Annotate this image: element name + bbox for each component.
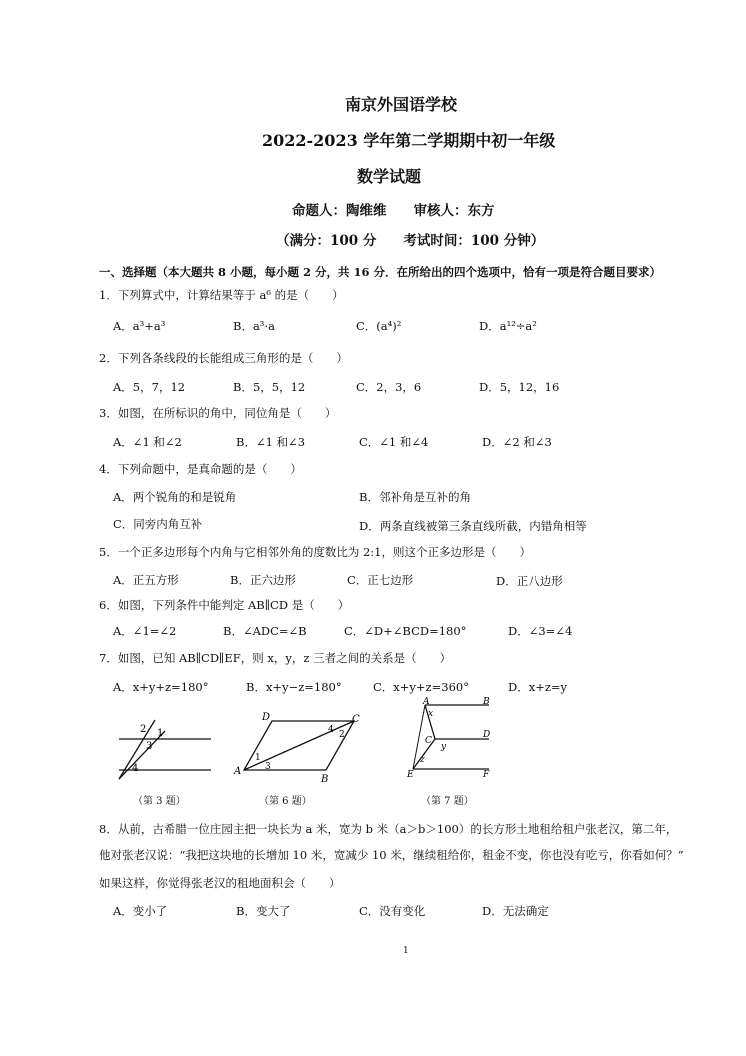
fig6-label-b: B bbox=[321, 774, 329, 784]
q4-option-d: D．两条直线被第三条直线所截，内错角相等 bbox=[359, 519, 587, 533]
q7-option-a: A．x+y+z=180° bbox=[113, 680, 209, 694]
term-title: 2022-2023 学年第二学期期中初一年级 bbox=[262, 131, 556, 150]
fig6-label-2: 2 bbox=[339, 730, 345, 740]
q7-option-b: B．x+y−z=180° bbox=[246, 680, 342, 694]
fig7-label-b: B bbox=[483, 697, 490, 707]
figure-6 bbox=[230, 708, 370, 784]
figure-6-caption: （第 6 题） bbox=[259, 796, 312, 807]
figure-7-caption: （第 7 题） bbox=[421, 796, 474, 807]
q5-option-a: A．正五方形 bbox=[113, 573, 179, 587]
fig6-label-a: A bbox=[234, 766, 242, 777]
q2-option-c: C．2，3，6 bbox=[356, 380, 422, 394]
q4-option-c: C．同旁内角互补 bbox=[113, 517, 203, 531]
exam-info: （满分：100 分 考试时间：100 分钟） bbox=[276, 233, 545, 249]
page-number: 1 bbox=[403, 946, 409, 956]
question-3-stem: 3．如图，在所标识的角中，同位角是（ ） bbox=[99, 406, 337, 420]
fig6-label-4: 4 bbox=[328, 725, 334, 735]
q3-option-a: A．∠1 和∠2 bbox=[113, 435, 182, 449]
q5-option-b: B．正六边形 bbox=[230, 573, 296, 587]
fig7-label-z: z bbox=[420, 755, 425, 765]
fig3-label-2: 2 bbox=[140, 724, 147, 735]
figure-7 bbox=[403, 697, 503, 781]
fig3-label-3: 3 bbox=[146, 741, 153, 752]
question-6-stem: 6．如图，下列条件中能判定 AB∥CD 是（ ） bbox=[99, 598, 350, 612]
question-8-stem: 8．从前，古希腊一位庄园主把一块长为 a 米，宽为 b 米（a＞b＞100）的长方形土地租给租户张老汉，第二年， bbox=[99, 822, 678, 836]
question-5-stem: 5．一个正多边形每个内角与它相邻外角的度数比为 2:1，则这个正多边形是（ ） bbox=[99, 545, 531, 559]
fig3-label-4: 4 bbox=[132, 763, 139, 774]
q6-option-b: B．∠ADC=∠B bbox=[223, 624, 307, 638]
question-7-stem: 7．如图，已知 AB∥CD∥EF，则 x，y，z 三者之间的关系是（ ） bbox=[99, 651, 452, 665]
section-heading: 一、选择题（本大题共 8 小题，每小题 2 分，共 16 分．在所给出的四个选项中，恰有一项是符合题目要求） bbox=[99, 265, 662, 279]
q7-option-c: C．x+y+z=360° bbox=[373, 680, 469, 694]
question-8-stem-line3: 如果这样，你觉得张老汉的租地面积会（ ） bbox=[99, 876, 341, 890]
fig3-label-1: 1 bbox=[157, 728, 164, 739]
q8-option-d: D．无法确定 bbox=[482, 904, 549, 918]
fig7-label-d: D bbox=[483, 730, 491, 740]
question-8-stem-line2: 他对张老汉说：“我把这块地的长增加 10 米，宽减少 10 米，继续租给你，租金不变，你也没有吃亏，你看如何？” bbox=[99, 848, 684, 862]
fig6-label-c: C bbox=[352, 714, 360, 725]
fig7-label-e: E bbox=[407, 770, 414, 780]
q6-option-d: D．∠3=∠4 bbox=[508, 624, 573, 638]
q6-option-c: C．∠D+∠BCD=180° bbox=[344, 624, 467, 638]
q3-option-b: B．∠1 和∠3 bbox=[236, 435, 306, 449]
q4-option-b: B．邻补角是互补的角 bbox=[359, 490, 471, 504]
figure-3 bbox=[113, 715, 213, 783]
q8-option-a: A．变小了 bbox=[113, 904, 168, 918]
q2-option-a: A．5，7，12 bbox=[113, 380, 186, 394]
figure-3-caption: （第 3 题） bbox=[133, 796, 186, 807]
fig7-label-c: C bbox=[425, 736, 432, 746]
fig6-label-3: 3 bbox=[265, 762, 271, 772]
q7-option-d: D．x+z=y bbox=[508, 680, 568, 694]
q1-option-b: B．a³·a bbox=[233, 319, 275, 333]
q1-option-d: D．a¹²÷a² bbox=[479, 319, 537, 333]
q5-option-d: D．正八边形 bbox=[496, 574, 563, 588]
question-4-stem: 4．下列命题中，是真命题的是（ ） bbox=[99, 462, 302, 476]
q2-option-d: D．5，12，16 bbox=[479, 380, 560, 394]
q6-option-a: A．∠1=∠2 bbox=[113, 624, 177, 638]
q3-option-d: D．∠2 和∠3 bbox=[482, 435, 552, 449]
fig7-label-f: F bbox=[483, 770, 490, 780]
subject-title: 数学试题 bbox=[357, 167, 422, 186]
fig6-label-d: D bbox=[262, 712, 271, 723]
q5-option-c: C．正七边形 bbox=[347, 573, 414, 587]
q8-option-b: B．变大了 bbox=[236, 904, 291, 918]
q1-option-c: C．(a⁴)² bbox=[356, 319, 402, 333]
q3-option-c: C．∠1 和∠4 bbox=[359, 435, 429, 449]
fig7-label-y: y bbox=[441, 742, 447, 752]
q1-option-a: A．a³+a³ bbox=[113, 319, 166, 333]
q8-option-c: C．没有变化 bbox=[359, 904, 426, 918]
fig7-label-x: x bbox=[428, 709, 434, 719]
authors-line: 命题人：陶维维 审核人：东方 bbox=[292, 203, 495, 219]
question-2-stem: 2．下列各条线段的长能组成三角形的是（ ） bbox=[99, 351, 348, 365]
fig7-label-a: A bbox=[423, 697, 430, 707]
fig6-label-1: 1 bbox=[255, 753, 261, 763]
q4-option-a: A．两个锐角的和是锐角 bbox=[113, 490, 237, 504]
school-name: 南京外国语学校 bbox=[345, 95, 458, 114]
q2-option-b: B．5，5，12 bbox=[233, 380, 306, 394]
question-1-stem: 1．下列算式中，计算结果等于 a⁶ 的是（ ） bbox=[99, 288, 344, 302]
